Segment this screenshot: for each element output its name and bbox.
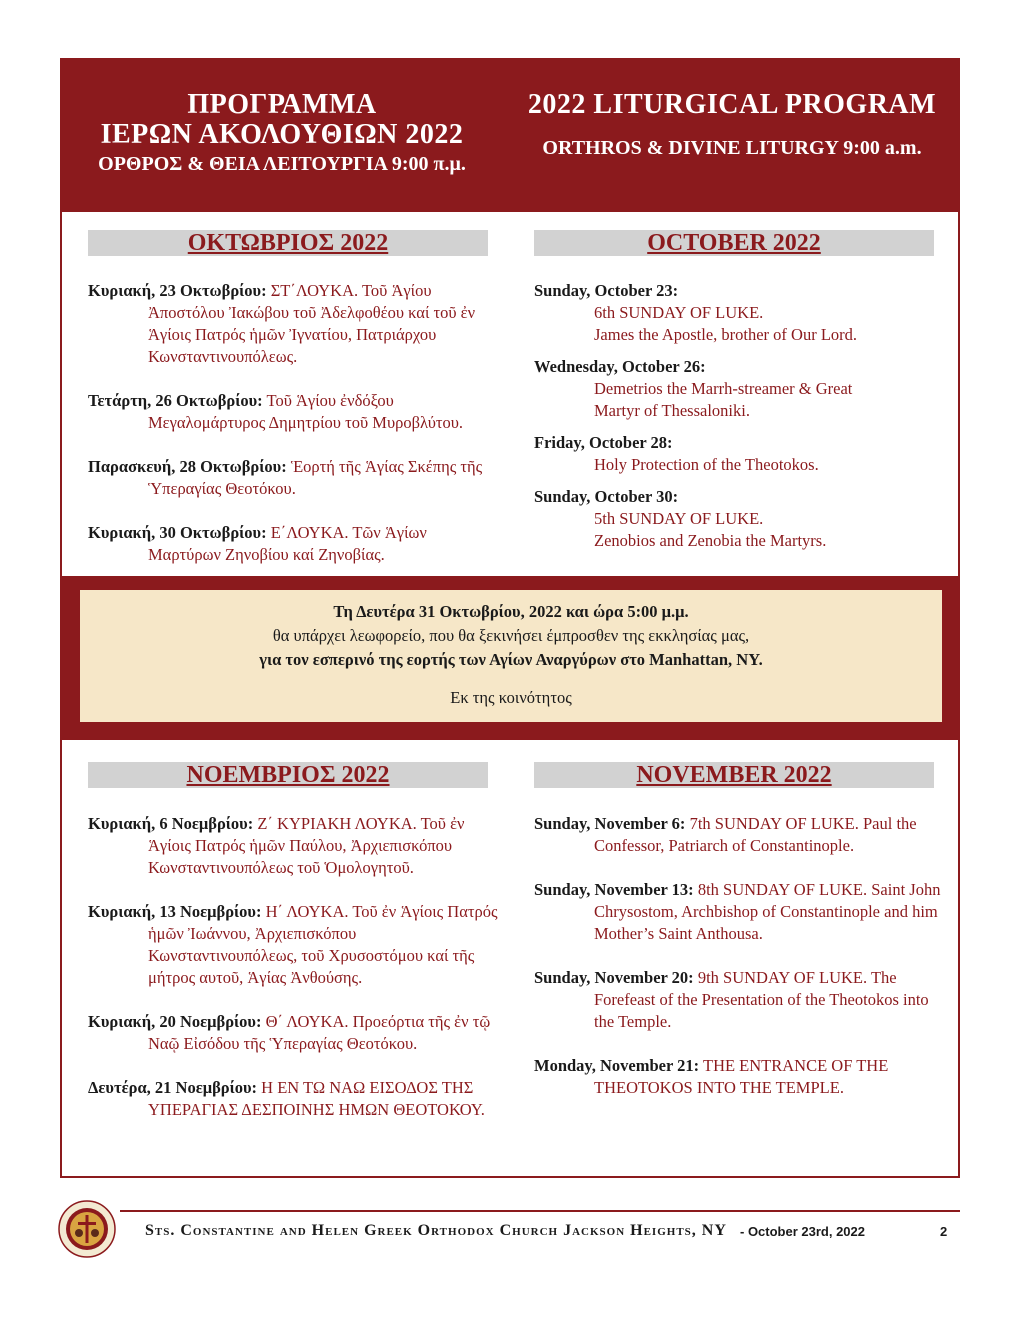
list-item: Sunday, October 30: 5th SUNDAY OF LUKE. Zenobios and Zenobia the Martyrs.: [534, 487, 827, 550]
notice-signature: Εκ της κοινότητος: [450, 688, 572, 707]
list-item: Friday, October 28: Holy Protection of the Theotokos.: [534, 433, 819, 474]
list-item: Κυριακή, 6 Νοεμβρίου: Ζ΄ ΚΥΡΙΑΚΗ ΛΟΥΚΑ. Τοῦ ἐν Ἁγίοις Πατρός ἡμῶν Παύλου, Ἀρχιεπισκόπου Κωνσταντινουπόλεως τοῦ Ὁμολογητοῦ.: [88, 814, 465, 877]
notice-line-2: θα υπάρχει λεωφορείο, που θα ξεκινήσει έμπροσθεν της εκκλησίας μας,: [272, 626, 750, 645]
notice-line-1: Τη Δευτέρα 31 Οκτωβρίου, 2022 και ώρα 5:00 μ.μ.: [333, 602, 689, 621]
church-seal-icon: [58, 1200, 116, 1258]
english-header: [522, 90, 942, 162]
footer-rule: [120, 1210, 960, 1212]
november-greek-heading: ΝΟΕΜΒΡΙΟΣ 2022: [88, 762, 488, 788]
list-item: Κυριακή, 30 Οκτωβρίου: Ε΄ΛΟΥΚΑ. Τῶν Ἁγίων Μαρτύρων Ζηνοβίου καί Ζηνοβίας.: [88, 523, 427, 564]
greek-header-subtitle: ΟΡΘΡΟΣ & ΘΕΙΑ ΛΕΙΤΟΥΡΓΙΑ 9:00 π.μ.: [98, 153, 466, 175]
november-english-heading: NOVEMBER 2022: [534, 762, 934, 788]
page-frame: [60, 58, 960, 1178]
list-item: Wednesday, October 26: Demetrios the Marrh-streamer & Great Martyr of Thessaloniki.: [534, 357, 853, 420]
list-item: Κυριακή, 13 Νοεμβρίου: Η΄ ΛΟΥΚΑ. Τοῦ ἐν Ἁγίοις Πατρός ἡμῶν Ἰωάννου, Ἀρχιεπισκόπου Κωνσταντινουπόλεως, τοῦ Χρυσοστόμου καί τῆς μήτρος αυτοῦ, Ἁγίας Ἀνθούσης.: [88, 902, 498, 987]
footer-date: - October 23rd, 2022: [740, 1224, 865, 1239]
list-item: Sunday, November 6: 7th SUNDAY OF LUKE. Paul the Confessor, Patriarch of Constantinople.: [534, 814, 917, 855]
november-greek-list: [88, 813, 498, 1143]
notice-band: [62, 576, 958, 740]
greek-header-title-1: ΠΡΟΓΡΑΜΜΑ: [187, 89, 377, 120]
notice-line-3: για τον εσπερινό της εορτής των Αγίων Αναργύρων στο Manhattan, NY.: [259, 650, 763, 669]
header-banner: [62, 60, 958, 212]
october-english-list: [534, 280, 944, 562]
footer-church-name: Sts. Constantine and Helen Greek Orthodox Church Jackson Heights, NY: [145, 1222, 727, 1239]
list-item: Κυριακή, 20 Νοεμβρίου: Θ΄ ΛΟΥΚΑ. Προεόρτια τῆς ἐν τῷ Ναῷ Εἰσόδου τῆς Ὑπεραγίας Θεοτόκου.: [88, 1012, 491, 1053]
notice-box: [80, 590, 942, 722]
october-english-heading: OCTOBER 2022: [534, 230, 934, 256]
list-item: Sunday, October 23: 6th SUNDAY OF LUKE. James the Apostle, brother of Our Lord.: [534, 281, 858, 344]
page-number: 2: [940, 1224, 948, 1239]
october-greek-list: [88, 280, 498, 588]
november-english-list: [534, 813, 944, 1121]
list-item: Monday, November 21: THE ENTRANCE OF THE THEOTOKOS INTO THE TEMPLE.: [534, 1056, 889, 1097]
list-item: Δευτέρα, 21 Νοεμβρίου: Η ΕΝ ΤΩ ΝΑΩ ΕΙΣΟΔΟΣ ΤΗΣ ΥΠΕΡΑΓΙΑΣ ΔΕΣΠΟΙΝΗΣ ΗΜΩΝ ΘΕΟΤΟΚΟΥ.: [88, 1078, 485, 1119]
list-item: Παρασκευή, 28 Οκτωβρίου: Ἑορτή τῆς Ἁγίας Σκέπης τῆς Ὑπεραγίας Θεοτόκου.: [88, 457, 483, 498]
list-item: Sunday, November 20: 9th SUNDAY OF LUKE. The Forefeast of the Presentation of the Theotokos into the Temple.: [534, 968, 929, 1031]
english-header-subtitle: ORTHROS & DIVINE LITURGY 9:00 a.m.: [542, 137, 922, 159]
october-greek-heading: ΟΚΤΩΒΡΙΟΣ 2022: [88, 230, 488, 256]
list-item: Sunday, November 13: 8th SUNDAY OF LUKE. Saint John Chrysostom, Archbishop of Constantinople and him Mother’s Saint Anthousa.: [534, 880, 941, 943]
greek-header-title-2: ΙΕΡΩΝ ΑΚΟΛΟΥΘΙΩΝ 2022: [100, 119, 464, 150]
list-item: Κυριακή, 23 Οκτωβρίου: ΣΤ΄ΛΟΥΚΑ. Τοῦ Ἁγίου Ἀποστόλου Ἰακώβου τοῦ Ἀδελφοθέου καί τοῦ ἐν Ἁγίοις Πατρός ἡμῶν Ἰγνατίου, Πατριάρχου Κωνσταντινουπόλεως.: [88, 281, 476, 366]
greek-header: [82, 90, 482, 178]
english-header-title: 2022 LITURGICAL PROGRAM: [527, 89, 937, 120]
list-item: Τετάρτη, 26 Οκτωβρίου: Τοῦ Ἁγίου ἐνδόξου Μεγαλομάρτυρος Δημητρίου τοῦ Μυροβλύτου.: [88, 391, 464, 432]
